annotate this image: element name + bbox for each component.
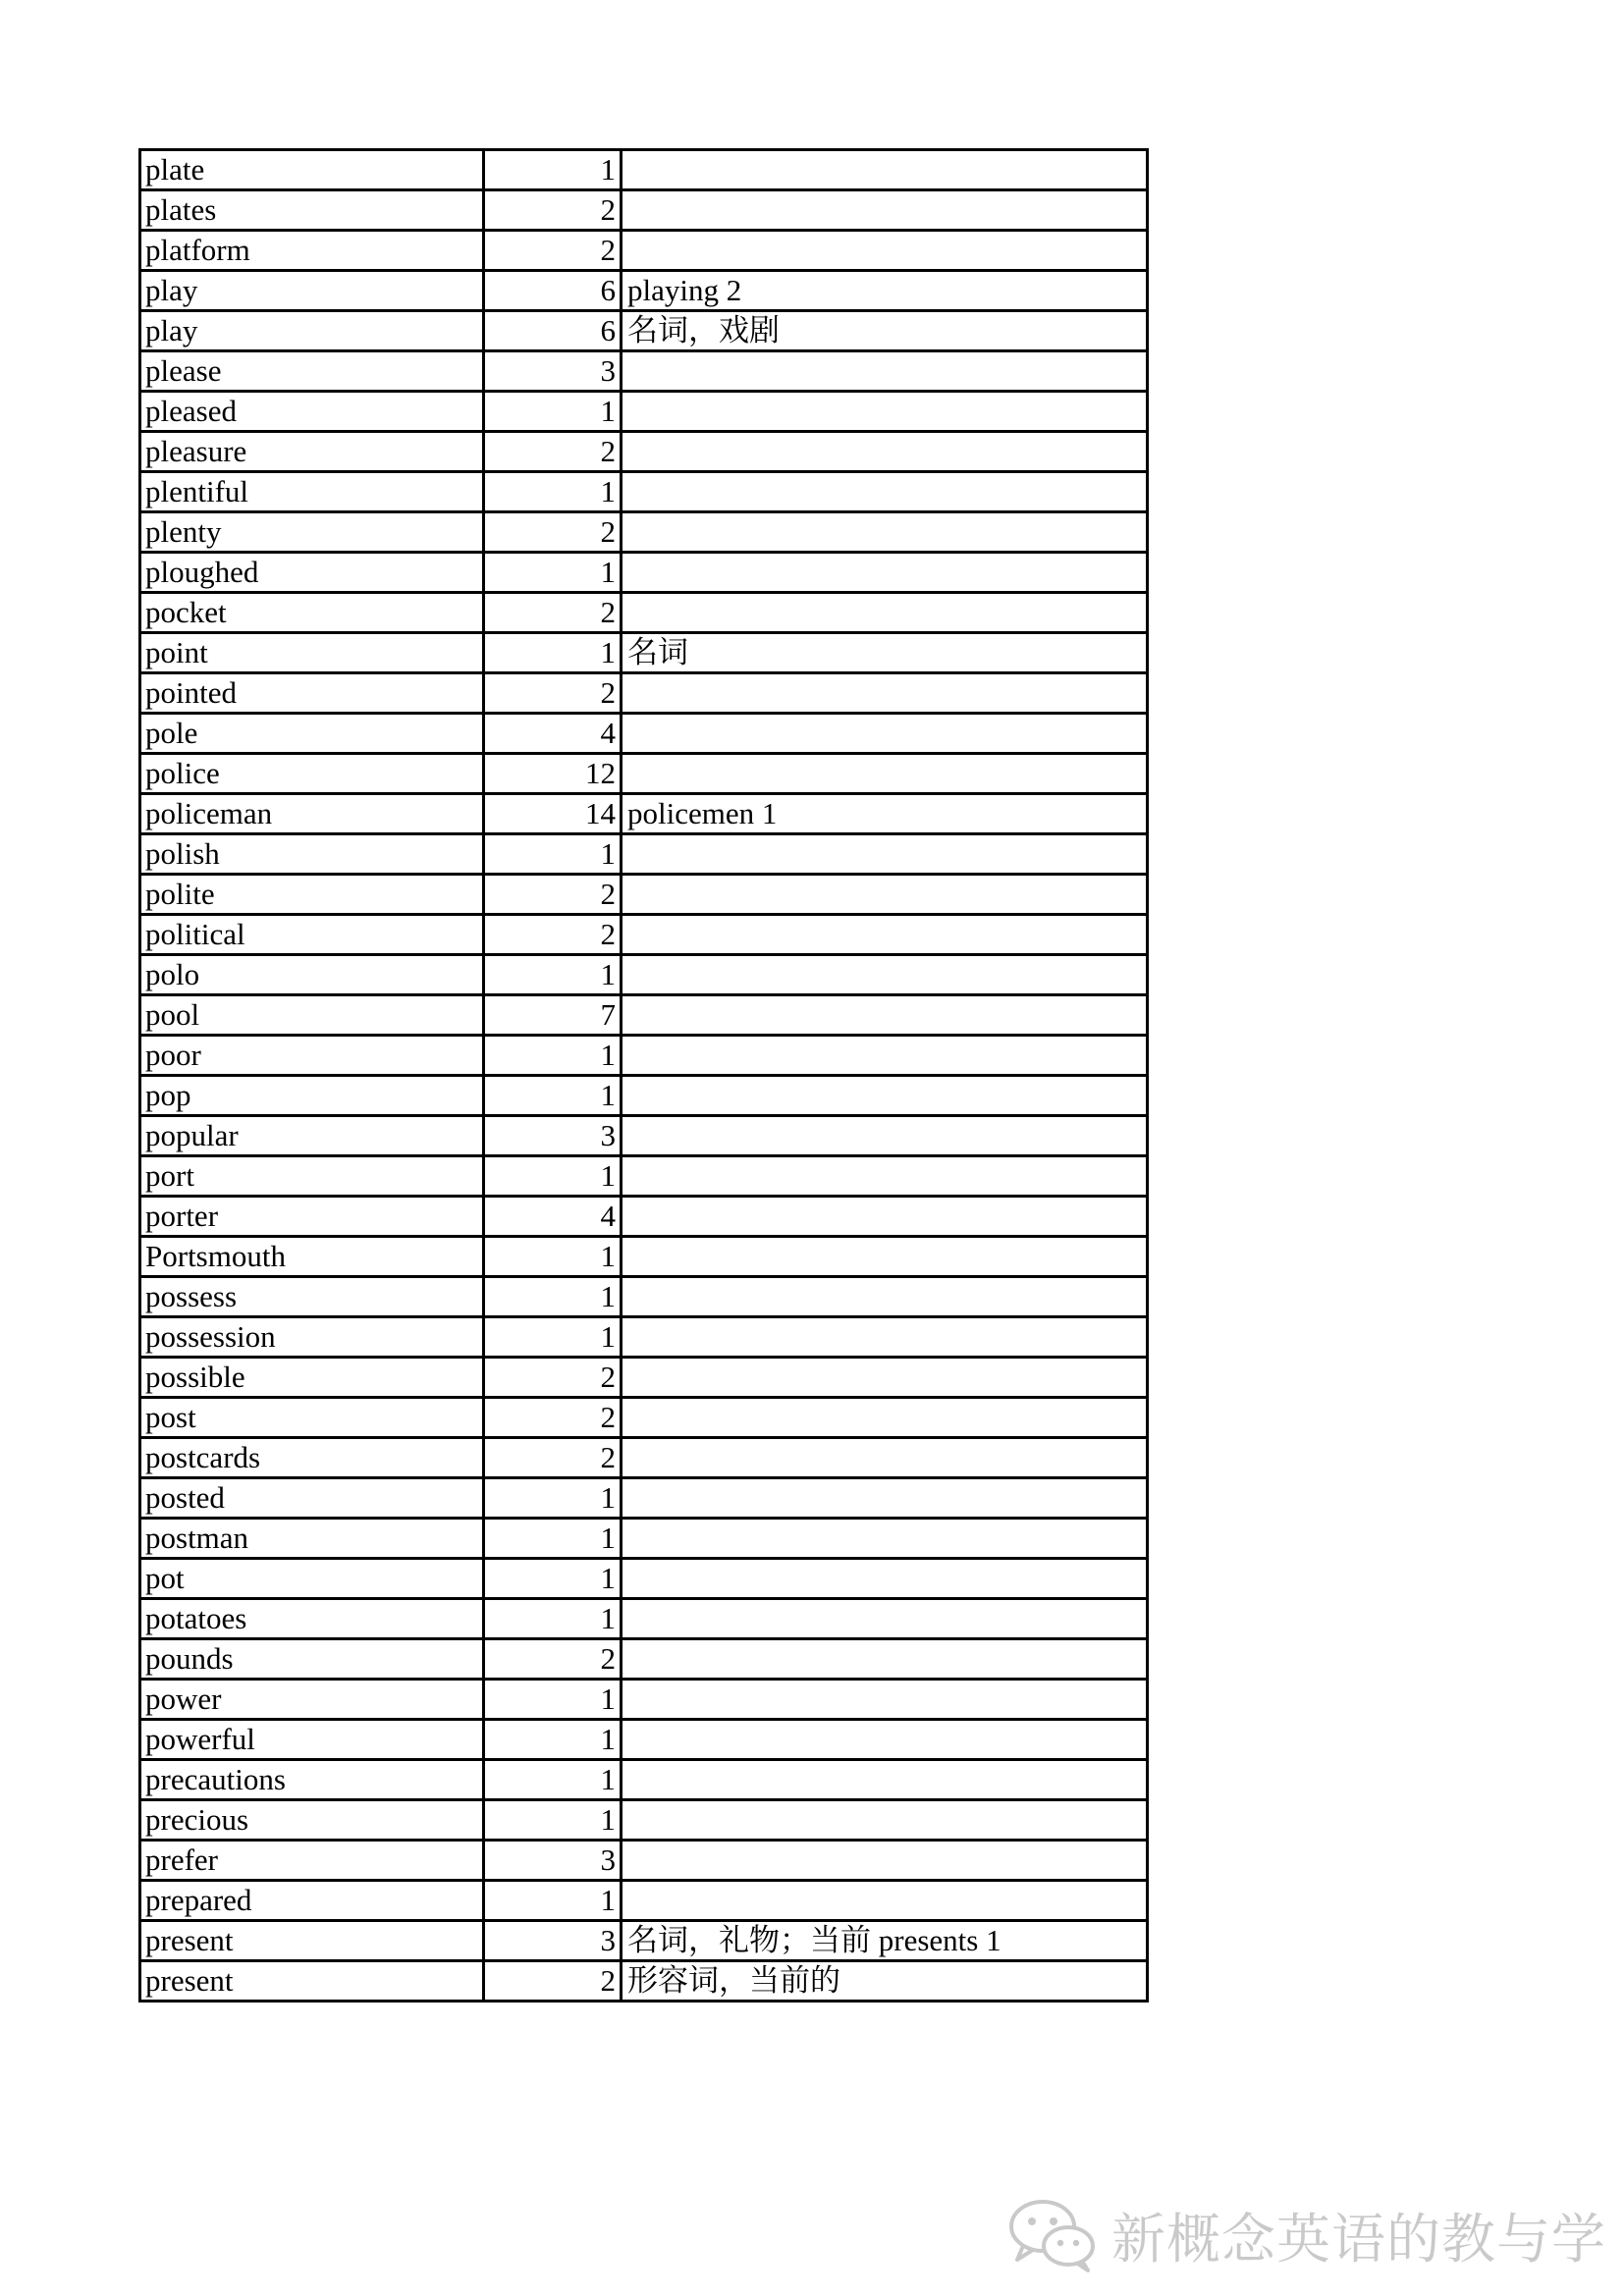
table-row bbox=[140, 553, 1148, 593]
word-cell: porter bbox=[140, 1197, 484, 1237]
note-cell bbox=[622, 1519, 1148, 1559]
table-row bbox=[140, 1358, 1148, 1398]
word-cell: pleasure bbox=[140, 432, 484, 472]
note-cell: 名词，礼物；当前 presents 1 bbox=[622, 1921, 1148, 1961]
table-row bbox=[140, 1076, 1148, 1116]
table-row bbox=[140, 1841, 1148, 1881]
note-cell: policemen 1 bbox=[622, 794, 1148, 834]
note-cell bbox=[622, 1881, 1148, 1921]
table-row bbox=[140, 1116, 1148, 1156]
table-row bbox=[140, 1277, 1148, 1317]
table-row bbox=[140, 1680, 1148, 1720]
count-cell: 1 bbox=[484, 1317, 622, 1358]
count-cell: 1 bbox=[484, 1156, 622, 1197]
table-row bbox=[140, 1921, 1148, 1961]
word-cell: play bbox=[140, 311, 484, 351]
word-cell: Portsmouth bbox=[140, 1237, 484, 1277]
word-cell: plenty bbox=[140, 512, 484, 553]
note-cell bbox=[622, 1277, 1148, 1317]
table-row bbox=[140, 1036, 1148, 1076]
count-cell: 1 bbox=[484, 1036, 622, 1076]
note-cell bbox=[622, 1478, 1148, 1519]
count-cell: 1 bbox=[484, 1881, 622, 1921]
table-row bbox=[140, 1237, 1148, 1277]
count-cell: 6 bbox=[484, 271, 622, 311]
word-cell: polite bbox=[140, 875, 484, 915]
note-cell bbox=[622, 392, 1148, 432]
note-cell: 形容词，当前的 bbox=[622, 1961, 1148, 2002]
note-cell bbox=[622, 1237, 1148, 1277]
table-row bbox=[140, 1519, 1148, 1559]
note-cell bbox=[622, 512, 1148, 553]
count-cell: 2 bbox=[484, 673, 622, 714]
word-cell: present bbox=[140, 1961, 484, 2002]
word-cell: poor bbox=[140, 1036, 484, 1076]
table-row bbox=[140, 1881, 1148, 1921]
count-cell: 6 bbox=[484, 311, 622, 351]
table-row bbox=[140, 1639, 1148, 1680]
word-cell: precautions bbox=[140, 1760, 484, 1800]
word-cell: precious bbox=[140, 1800, 484, 1841]
table-row bbox=[140, 834, 1148, 875]
count-cell: 14 bbox=[484, 794, 622, 834]
table-row bbox=[140, 1317, 1148, 1358]
word-cell: prepared bbox=[140, 1881, 484, 1921]
count-cell: 2 bbox=[484, 593, 622, 633]
word-cell: pointed bbox=[140, 673, 484, 714]
word-cell: pleased bbox=[140, 392, 484, 432]
word-cell: point bbox=[140, 633, 484, 673]
count-cell: 1 bbox=[484, 1076, 622, 1116]
word-cell: pounds bbox=[140, 1639, 484, 1680]
word-cell: pool bbox=[140, 995, 484, 1036]
count-cell: 1 bbox=[484, 955, 622, 995]
table-row bbox=[140, 231, 1148, 271]
note-cell bbox=[622, 1076, 1148, 1116]
count-cell: 2 bbox=[484, 1961, 622, 2002]
table-row bbox=[140, 1961, 1148, 2002]
count-cell: 2 bbox=[484, 1639, 622, 1680]
count-cell: 7 bbox=[484, 995, 622, 1036]
note-cell bbox=[622, 1438, 1148, 1478]
note-cell bbox=[622, 714, 1148, 754]
note-cell bbox=[622, 190, 1148, 231]
note-cell bbox=[622, 1680, 1148, 1720]
note-cell bbox=[622, 995, 1148, 1036]
watermark-text: 新概念英语的教与学 bbox=[1111, 2207, 1607, 2270]
word-cell: postman bbox=[140, 1519, 484, 1559]
table-row bbox=[140, 633, 1148, 673]
count-cell: 2 bbox=[484, 1398, 622, 1438]
count-cell: 1 bbox=[484, 1760, 622, 1800]
note-cell bbox=[622, 1358, 1148, 1398]
word-cell: popular bbox=[140, 1116, 484, 1156]
table-row bbox=[140, 673, 1148, 714]
table-row bbox=[140, 1760, 1148, 1800]
table-row bbox=[140, 1197, 1148, 1237]
count-cell: 2 bbox=[484, 1438, 622, 1478]
word-cell: policeman bbox=[140, 794, 484, 834]
word-cell: polo bbox=[140, 955, 484, 995]
count-cell: 3 bbox=[484, 1841, 622, 1881]
count-cell: 1 bbox=[484, 834, 622, 875]
word-cell: pocket bbox=[140, 593, 484, 633]
table-row bbox=[140, 955, 1148, 995]
count-cell: 1 bbox=[484, 392, 622, 432]
word-cell: plentiful bbox=[140, 472, 484, 512]
table-row bbox=[140, 754, 1148, 794]
count-cell: 1 bbox=[484, 1478, 622, 1519]
word-cell: please bbox=[140, 351, 484, 392]
note-cell bbox=[622, 1841, 1148, 1881]
note-cell bbox=[622, 1599, 1148, 1639]
note-cell bbox=[622, 834, 1148, 875]
note-cell bbox=[622, 754, 1148, 794]
count-cell: 1 bbox=[484, 1800, 622, 1841]
count-cell: 2 bbox=[484, 190, 622, 231]
note-cell bbox=[622, 472, 1148, 512]
note-cell bbox=[622, 915, 1148, 955]
word-cell: plates bbox=[140, 190, 484, 231]
count-cell: 1 bbox=[484, 1680, 622, 1720]
word-cell: potatoes bbox=[140, 1599, 484, 1639]
table-row bbox=[140, 512, 1148, 553]
word-cell: possession bbox=[140, 1317, 484, 1358]
word-cell: powerful bbox=[140, 1720, 484, 1760]
note-cell bbox=[622, 1720, 1148, 1760]
table-row bbox=[140, 1398, 1148, 1438]
count-cell: 3 bbox=[484, 351, 622, 392]
note-cell bbox=[622, 1197, 1148, 1237]
word-cell: power bbox=[140, 1680, 484, 1720]
note-cell bbox=[622, 1760, 1148, 1800]
count-cell: 1 bbox=[484, 633, 622, 673]
word-frequency-table bbox=[138, 148, 1149, 2002]
note-cell bbox=[622, 1398, 1148, 1438]
count-cell: 1 bbox=[484, 1237, 622, 1277]
word-cell: posted bbox=[140, 1478, 484, 1519]
count-cell: 1 bbox=[484, 472, 622, 512]
note-cell bbox=[622, 1800, 1148, 1841]
count-cell: 1 bbox=[484, 1559, 622, 1599]
table-row bbox=[140, 190, 1148, 231]
table-row bbox=[140, 432, 1148, 472]
table-row bbox=[140, 150, 1148, 190]
word-cell: post bbox=[140, 1398, 484, 1438]
table-row bbox=[140, 1599, 1148, 1639]
word-cell: port bbox=[140, 1156, 484, 1197]
table-row bbox=[140, 351, 1148, 392]
word-cell: prefer bbox=[140, 1841, 484, 1881]
note-cell bbox=[622, 955, 1148, 995]
count-cell: 4 bbox=[484, 714, 622, 754]
table-row bbox=[140, 794, 1148, 834]
table-row bbox=[140, 593, 1148, 633]
table-body bbox=[140, 150, 1148, 2002]
count-cell: 4 bbox=[484, 1197, 622, 1237]
count-cell: 2 bbox=[484, 231, 622, 271]
count-cell: 3 bbox=[484, 1116, 622, 1156]
word-cell: possess bbox=[140, 1277, 484, 1317]
word-cell: pole bbox=[140, 714, 484, 754]
table-row bbox=[140, 915, 1148, 955]
word-cell: police bbox=[140, 754, 484, 794]
word-cell: platform bbox=[140, 231, 484, 271]
table-row bbox=[140, 1559, 1148, 1599]
note-cell bbox=[622, 1116, 1148, 1156]
count-cell: 1 bbox=[484, 1519, 622, 1559]
count-cell: 3 bbox=[484, 1921, 622, 1961]
note-cell bbox=[622, 1156, 1148, 1197]
count-cell: 1 bbox=[484, 1599, 622, 1639]
table-row bbox=[140, 1800, 1148, 1841]
word-cell: plate bbox=[140, 150, 484, 190]
note-cell bbox=[622, 1036, 1148, 1076]
note-cell bbox=[622, 1559, 1148, 1599]
count-cell: 1 bbox=[484, 1720, 622, 1760]
table-row bbox=[140, 472, 1148, 512]
table-row bbox=[140, 271, 1148, 311]
table-row bbox=[140, 995, 1148, 1036]
table-row bbox=[140, 311, 1148, 351]
note-cell bbox=[622, 593, 1148, 633]
note-cell bbox=[622, 1317, 1148, 1358]
note-cell bbox=[622, 351, 1148, 392]
word-cell: pop bbox=[140, 1076, 484, 1116]
word-cell: political bbox=[140, 915, 484, 955]
count-cell: 12 bbox=[484, 754, 622, 794]
count-cell: 2 bbox=[484, 512, 622, 553]
note-cell bbox=[622, 231, 1148, 271]
table-row bbox=[140, 1478, 1148, 1519]
word-cell: present bbox=[140, 1921, 484, 1961]
count-cell: 2 bbox=[484, 1358, 622, 1398]
count-cell: 2 bbox=[484, 875, 622, 915]
wechat-icon bbox=[1003, 2195, 1102, 2273]
table-row bbox=[140, 1156, 1148, 1197]
note-cell bbox=[622, 875, 1148, 915]
note-cell bbox=[622, 673, 1148, 714]
table-row bbox=[140, 1438, 1148, 1478]
table-row bbox=[140, 714, 1148, 754]
note-cell bbox=[622, 1639, 1148, 1680]
count-cell: 1 bbox=[484, 553, 622, 593]
word-cell: ploughed bbox=[140, 553, 484, 593]
watermark bbox=[1003, 2195, 1606, 2273]
table-row bbox=[140, 1720, 1148, 1760]
note-cell bbox=[622, 432, 1148, 472]
word-cell: possible bbox=[140, 1358, 484, 1398]
count-cell: 1 bbox=[484, 150, 622, 190]
word-cell: postcards bbox=[140, 1438, 484, 1478]
count-cell: 2 bbox=[484, 915, 622, 955]
table-row bbox=[140, 392, 1148, 432]
word-cell: play bbox=[140, 271, 484, 311]
table-row bbox=[140, 875, 1148, 915]
note-cell: 名词，戏剧 bbox=[622, 311, 1148, 351]
note-cell bbox=[622, 553, 1148, 593]
note-cell: 名词 bbox=[622, 633, 1148, 673]
note-cell: playing 2 bbox=[622, 271, 1148, 311]
note-cell bbox=[622, 150, 1148, 190]
count-cell: 2 bbox=[484, 432, 622, 472]
count-cell: 1 bbox=[484, 1277, 622, 1317]
word-cell: pot bbox=[140, 1559, 484, 1599]
word-cell: polish bbox=[140, 834, 484, 875]
